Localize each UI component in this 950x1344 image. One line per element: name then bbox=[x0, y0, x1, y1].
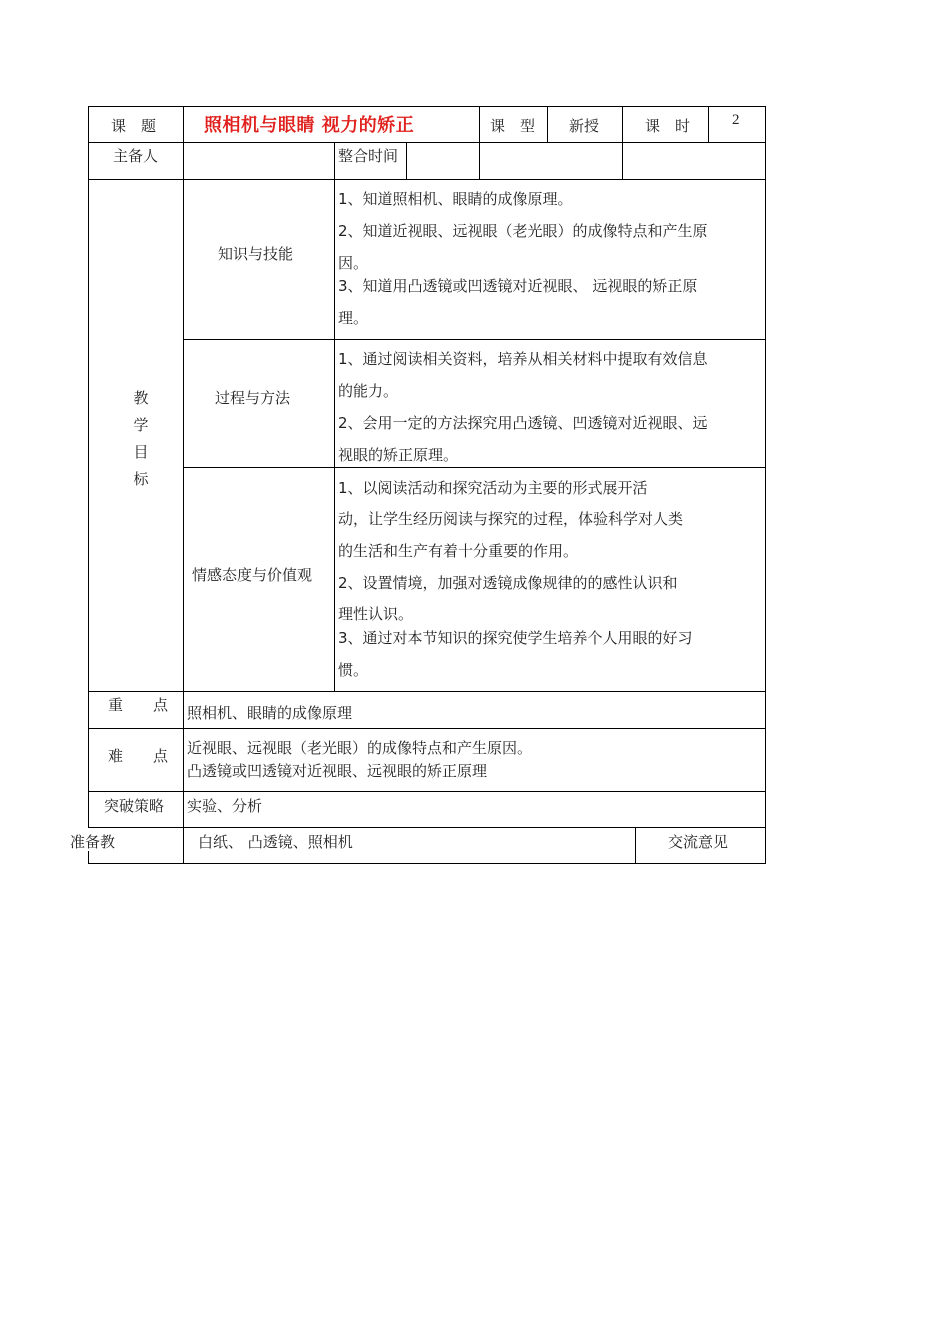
preparation-label: 准备教 bbox=[70, 833, 116, 851]
table-rule-col bbox=[406, 142, 407, 179]
table-rule bbox=[88, 827, 766, 828]
page-title: 照相机与眼睛 视力的矫正 bbox=[204, 115, 415, 136]
objective-line: 理。 bbox=[338, 309, 369, 327]
table-rule-col bbox=[334, 142, 335, 691]
objectives-group-label: 教学目标 bbox=[133, 389, 149, 488]
table-border-left-lower bbox=[88, 850, 89, 864]
preparer-label: 主备人 bbox=[113, 147, 159, 165]
table-border-left bbox=[88, 106, 89, 828]
objective-line: 因。 bbox=[338, 254, 369, 272]
objective-line: 视眼的矫正原理。 bbox=[338, 446, 459, 464]
table-rule bbox=[88, 691, 766, 692]
table-rule bbox=[88, 791, 766, 792]
objective-line: 1、知道照相机、眼睛的成像原理。 bbox=[338, 190, 573, 208]
lesson-type-label: 课 型 bbox=[490, 117, 536, 135]
key-point-label: 重 点 bbox=[108, 696, 169, 714]
table-border-right bbox=[765, 106, 766, 864]
table-rule-col bbox=[635, 827, 636, 864]
table-rule bbox=[88, 728, 766, 729]
feedback-label: 交流意见 bbox=[668, 833, 729, 851]
table-rule-col bbox=[183, 106, 184, 864]
objective-section-name: 情感态度与价值观 bbox=[192, 566, 313, 584]
period-label: 课 时 bbox=[645, 117, 691, 135]
strategy-value: 实验、分析 bbox=[187, 797, 263, 815]
integration-time-label: 整合时间 bbox=[338, 147, 399, 165]
table-border-bottom bbox=[88, 863, 766, 864]
preparation-value: 白纸、 凸透镜、照相机 bbox=[198, 833, 353, 851]
table-rule bbox=[88, 179, 766, 180]
objective-line: 1、通过阅读相关资料，培养从相关材料中提取有效信息 bbox=[338, 350, 708, 368]
objective-line: 1、以阅读活动和探究活动为主要的形式展开活 bbox=[338, 479, 648, 497]
difficulty-line: 凸透镜或凹透镜对近视眼、远视眼的矫正原理 bbox=[187, 762, 488, 780]
table-rule-col bbox=[622, 106, 623, 179]
objective-line: 2、设置情境，加强对透镜成像规律的的感性认识和 bbox=[338, 574, 678, 592]
table-rule bbox=[184, 339, 766, 340]
objective-line: 3、通过对本节知识的探究使学生培养个人用眼的好习 bbox=[338, 629, 693, 647]
objective-line: 的生活和生产有着十分重要的作用。 bbox=[338, 542, 579, 560]
table-rule-col bbox=[708, 106, 709, 142]
objective-line: 3、知道用凸透镜或凹透镜对近视眼、 远视眼的矫正原 bbox=[338, 277, 698, 295]
difficulty-label: 难 点 bbox=[108, 747, 169, 765]
objective-line: 理性认识。 bbox=[338, 605, 414, 623]
strategy-label: 突破策略 bbox=[104, 797, 165, 815]
objective-line: 2、会用一定的方法探究用凸透镜、凹透镜对近视眼、远 bbox=[338, 414, 708, 432]
key-point-value: 照相机、眼睛的成像原理 bbox=[187, 704, 353, 722]
objective-line: 动，让学生经历阅读与探究的过程，体验科学对人类 bbox=[338, 510, 684, 528]
table-rule bbox=[88, 142, 766, 143]
difficulty-line: 近视眼、远视眼（老光眼）的成像特点和产生原因。 bbox=[187, 739, 533, 757]
objective-section-name: 知识与技能 bbox=[218, 245, 294, 263]
table-rule-col bbox=[547, 106, 548, 142]
table-rule bbox=[184, 467, 766, 468]
topic-label: 课 题 bbox=[111, 117, 157, 135]
period-value: 2 bbox=[732, 112, 740, 128]
objective-section-name: 过程与方法 bbox=[215, 389, 291, 407]
objective-line: 2、知道近视眼、远视眼（老光眼）的成像特点和产生原 bbox=[338, 222, 708, 240]
objective-line: 的能力。 bbox=[338, 382, 399, 400]
table-rule-col bbox=[479, 106, 480, 179]
table-border-top bbox=[88, 106, 766, 107]
objective-line: 惯。 bbox=[338, 661, 369, 679]
lesson-type-value: 新授 bbox=[569, 117, 600, 135]
